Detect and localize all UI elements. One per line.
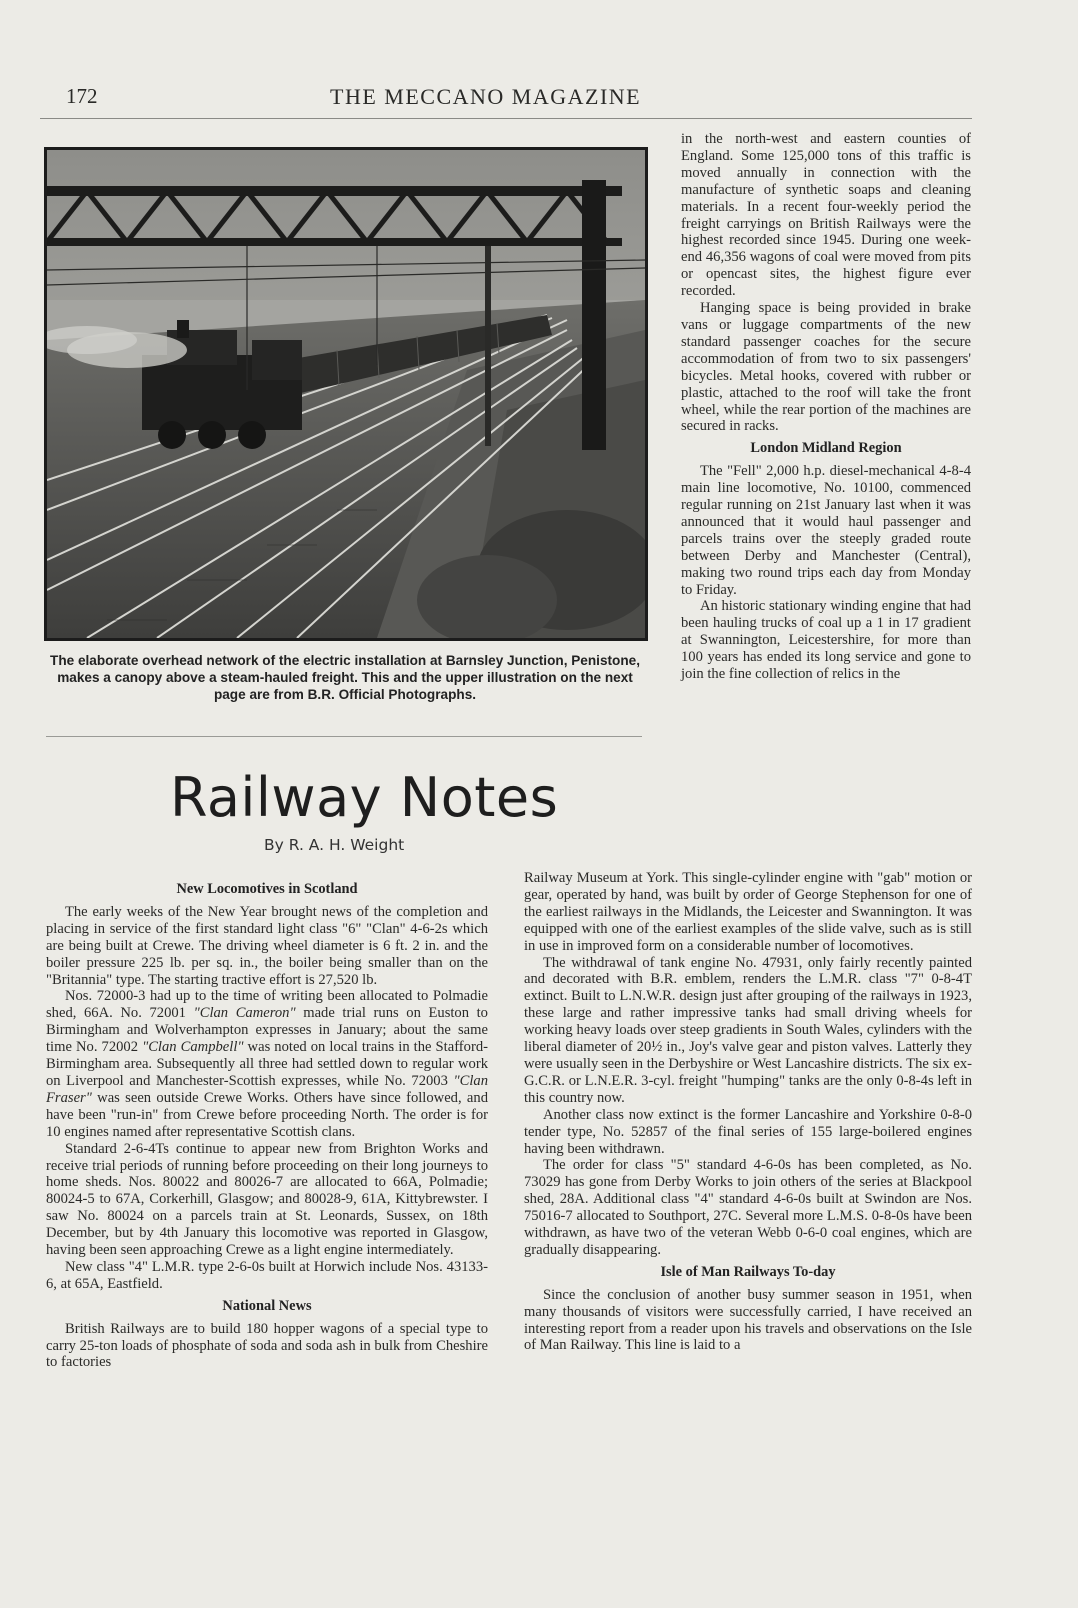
section-heading-isle-of-man: Isle of Man Railways To-day [660,1263,836,1280]
paragraph: Railway Museum at York. This single-cylinder engine with "gab" motion or gear, operated by hand, was built by order of George Stephenson for one of the earliest railways in the Midlands, the Leicester and Swannington. It was equipped with one of the earliest examples of the slide valve, such as is still in use in improved form on a considerable number of locomotives. [524,870,972,954]
paragraph: The withdrawal of tank engine No. 47931, only fairly recently painted and decorated with B.R. emblem, renders the L.M.R. class "7" 0-8-4T extinct. Built to L.N.W.R. design just after grouping of the railways in 1923, these large and rather impressive tanks had small driving wheels for working heavy loads over steep gradients in South Wales, cylinders with the liberal diameter of 20½ in., Joy's valve gear and piston valves. Latterly they were usually seen in the Derbyshire or West Lancashire districts. The six ex-G.C.R. or L.N.E.R. 3-cyl. freight "humping" tanks are the only 0-8-4s left in this country now. [524,954,972,1106]
article-title: Railway Notes [170,766,559,829]
text-run: was seen outside Crewe Works. Others have since followed, and have been "run-in" from Crewe before proceeding North. The order is for 10 engines named after representative Scottish clans. [46,1089,488,1140]
paragraph: An historic stationary winding engine that had been hauling trucks of coal up a 1 in 17 gradient at Swannington, Leicestershire, for more than 100 years has ended its long service and gone to join the fine collection of relics in the [681,598,971,683]
magazine-title: THE MECCANO MAGAZINE [330,84,642,109]
paragraph: The "Fell" 2,000 h.p. diesel-mechanical 4-8-4 main line locomotive, No. 10100, commenced regular running on 21st January last when it was announced that it would haul passenger and parcels trains over the steeply graded route between Derby and Manchester (Central), making two round trips each day from Monday to Friday. [681,463,971,598]
locomotive-name: "Clan Fraser" [46,1072,488,1106]
photo-caption: The elaborate overhead network of the electric installation at Barnsley Junction, Penistone, makes a canopy above a steam-hauled freight. This and the upper illustration on the next page are from B.R. Official Photographs. [50,653,640,702]
header-rule [40,118,972,119]
paragraph: The order for class "5" standard 4-6-0s has been completed, as No. 73029 has gone from Derby Works to join others of the series at Blackpool shed, 28A. Additional class "4" standard 4-6-0s built at Swindon are Nos. 75016-7 allocated to Southport, 27C. Several more L.M.S. 0-8-0s have been withdrawn, as have two of the veteran Webb 0-6-0 coal engines, which are gradually disappearing. [524,1157,972,1258]
locomotive-name: "Clan Cameron" [193,1005,296,1022]
caption-rule [46,736,642,737]
page-number: 172 [66,84,98,108]
left-column [46,876,488,1371]
paragraph: Another class now extinct is the former Lancashire and Yorkshire 0-8-0 tender type, No. 52857 of the final series of 155 large-boilered engines having been withdrawn. [524,1106,972,1157]
train-photo-icon [47,150,645,638]
right-column-upper [681,131,971,683]
paragraph: British Railways are to build 180 hopper wagons of a special type to carry 25-ton loads of phosphate of soda and soda ash in bulk from Cheshire to factories [46,1320,488,1371]
text-run: was noted on local trains in the Stafford-Birmingham area. Subsequently all three had settled down to regular work on Liverpool and Manchester-Scottish expresses, while No. 72003 [46,1039,488,1089]
paragraph: in the north-west and eastern counties of England. Some 125,000 tons of this traffic is moved annually in connection with the manufacture of synthetic soaps and cleaning materials. In a recent four-weekly period the freight carryings on British Railways were the highest recorded since 1945. During one week-end 46,356 wagons of coal were moved from pits or opencast sites, the highest figure ever recorded. [681,131,971,300]
article-byline: By R. A. H. Weight [264,836,405,854]
paragraph: Since the conclusion of another busy summer season in 1951, when many thousands of visitors were successfully carried, I have received an interesting report from a reader upon his travels and observations on the Isle of Man Railway. This line is laid to a [524,1286,972,1354]
paragraph [46,988,488,1140]
paragraph: New class "4" L.M.R. type 2-6-0s built at Horwich include Nos. 43133-6, at 65A, Eastfield. [46,1258,488,1292]
section-heading-london-midland: London Midland Region [750,440,902,457]
text-run: made trial runs on Euston to Birmingham and Wolverhampton expresses in January; about the same time No. 72002 [46,1005,488,1056]
paragraph: Hanging space is being provided in brake vans or luggage compartments of the new standard passenger coaches for the secure accommodation of from two to six passengers' bicycles. Metal hooks, covered with rubber or plastic, attached to the roof will take the front wheel, while the rear portion of the machines are secured in racks. [681,300,971,435]
section-heading-national-news: National News [222,1297,312,1314]
paragraph: The early weeks of the New Year brought news of the completion and placing in service of the first standard light class "6" "Clan" 4-6-2s which are being built at Crewe. The driving wheel diameter is 6 ft. 2 in. and the boiler pressure 225 lb. per sq. in., the boiler being smaller than on the "Britannia" type. The starting tractive effort is 27,520 lb. [46,903,488,988]
text-run: Nos. 72000-3 had up to the time of writing been allocated to Polmadie shed, 66A. No. 72001 [46,988,488,1022]
railway-photo [44,147,648,641]
paragraph: Standard 2-6-4Ts continue to appear new from Brighton Works and receive trial periods of running before proceeding on their long journeys to home sheds. Nos. 80022 and 80026-7 are allocated to 66A, Polmadie; 80024-5 to 67A, Corkerhill, Glasgow; and 80028-9, 61A, Kittybrewster. I saw No. 80024 on a parcels train at St. Leonards, Sussex, on 18th December, but by 4th January this locomotive was reported in Glasgow, having been seen approaching Crewe as a light engine intermediately. [46,1140,488,1259]
locomotive-name: "Clan Campbell" [142,1039,244,1056]
right-column-lower [524,870,972,1354]
section-heading-new-locomotives: New Locomotives in Scotland [176,881,358,897]
